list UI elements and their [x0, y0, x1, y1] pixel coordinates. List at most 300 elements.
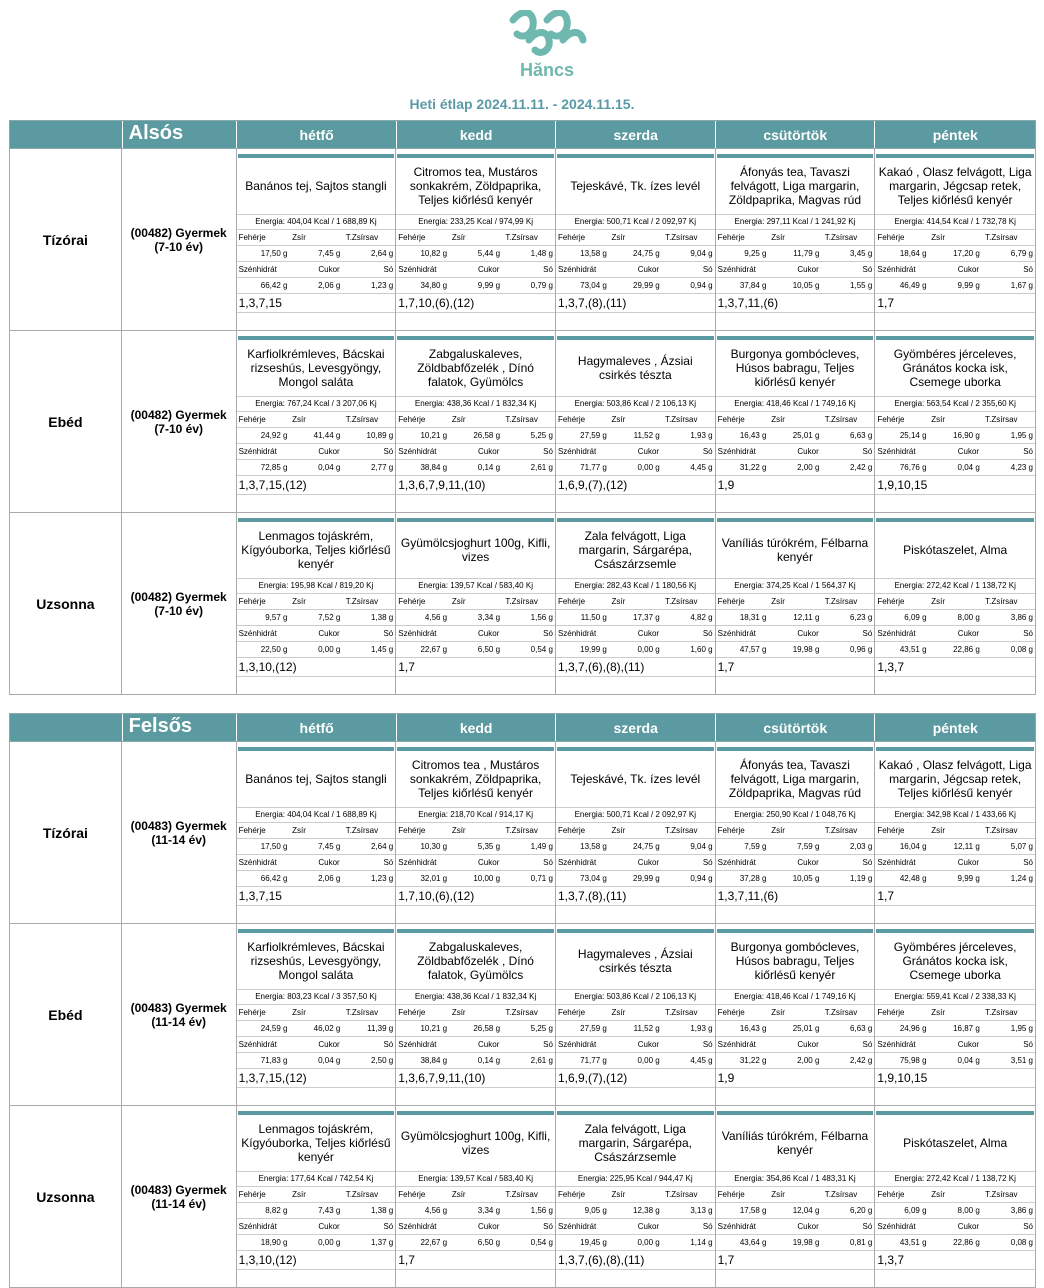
nutrient-labels-row: [237, 823, 396, 839]
fat-label: Zsír: [931, 1190, 945, 1199]
satfat-label: T.Zsírsav: [345, 1190, 379, 1199]
salt-label: Só: [1023, 265, 1033, 274]
dish-name: Lenmagos tojáskrém, Kígyóuborka, Teljes kiőrlésű kenyér: [237, 1115, 396, 1172]
salt-value: 0,54 g: [530, 1238, 553, 1247]
carb-value: 47,57 g: [739, 645, 767, 654]
carb-label: Szénhidrát: [877, 629, 916, 638]
nutrient-labels-row: [237, 594, 396, 610]
protein-value: 9,57 g: [265, 613, 288, 622]
satfat-label: T.Zsírsav: [985, 1008, 1018, 1017]
sugar-label: Cukor: [797, 1222, 819, 1231]
sugar-value: 2,06 g: [318, 281, 341, 290]
salt-value: 1,45 g: [370, 645, 394, 654]
nutrient-labels-row: [396, 230, 555, 246]
meal-label: Ebéd: [10, 924, 122, 1105]
group-label: (00483) Gyermek (11-14 év): [122, 1106, 237, 1287]
dish-name: Zabgaluskaleves, Zöldbabfőzelék , Dínó falatok, Gyümölcs: [396, 933, 555, 990]
sugar-label: Cukor: [957, 1040, 980, 1049]
day-header: szerda: [556, 121, 716, 148]
satfat-label: T.Zsírsav: [345, 597, 379, 606]
satfat-value: 3,86 g: [1010, 613, 1034, 622]
salt-value: 1,60 g: [690, 645, 713, 654]
salt-value: 2,61 g: [530, 1056, 553, 1065]
dish-name: Tejeskávé, Tk. ízes levél: [556, 751, 715, 808]
allergen-codes: 1,7: [875, 887, 1035, 906]
fat-value: 24,75 g: [633, 842, 660, 851]
sugar-value: 6,50 g: [477, 1238, 501, 1247]
carb-value: 38,84 g: [420, 463, 448, 472]
energy-value: Energia: 177,64 Kcal / 742,54 Kj: [237, 1172, 396, 1187]
dish-name: Banános tej, Sajtos stangli: [237, 158, 396, 215]
logo: [0, 0, 1044, 92]
group-label: (00482) Gyermek (7-10 év): [122, 331, 237, 512]
fat-value: 12,04 g: [792, 1206, 820, 1215]
allergen-codes: 1,7: [396, 658, 555, 677]
nutrient-values-row: [396, 871, 555, 887]
nutrient-values-row: [237, 642, 396, 658]
dish-name: Kakaó , Olasz felvágott, Liga margarin, Jégcsap retek, Teljes kiőrlésű kenyér: [875, 751, 1035, 808]
salt-label: Só: [702, 1222, 713, 1231]
nutrient-labels-row: [875, 1187, 1035, 1203]
dish-name: Gyömbéres jérceleves, Gránátos kocka isk, Csemege uborka: [875, 340, 1035, 397]
allergen-codes: 1,7,10,(6),(12): [396, 294, 555, 313]
nutrient-values-row: [237, 871, 396, 887]
protein-label: Fehérje: [877, 597, 905, 606]
fat-label: Zsír: [611, 233, 626, 242]
nutrient-labels-row: [237, 262, 396, 278]
menu-cell: [875, 1106, 1035, 1287]
menu-cell: [237, 742, 397, 923]
salt-label: Só: [1023, 629, 1033, 638]
carb-value: 46,49 g: [899, 281, 927, 290]
day-header: péntek: [932, 127, 978, 143]
salt-label: Só: [383, 1040, 394, 1049]
protein-label: Fehérje: [717, 233, 745, 242]
energy-value: Energia: 139,57 Kcal / 583,40 Kj: [396, 579, 555, 594]
nutrient-labels-row: [556, 262, 715, 278]
carb-label: Szénhidrát: [717, 447, 756, 456]
nutrient-values-row: [396, 246, 555, 262]
carb-value: 38,84 g: [420, 1056, 448, 1065]
protein-value: 6,09 g: [904, 1206, 927, 1215]
nutrient-values-row: [716, 1021, 875, 1037]
menu-cell: [396, 924, 556, 1105]
menu-cell: [396, 149, 556, 330]
day-header: kedd: [397, 714, 557, 741]
protein-value: 24,96 g: [899, 1024, 927, 1033]
nutrient-labels-row: [875, 262, 1035, 278]
sugar-value: 2,00 g: [797, 463, 820, 472]
fat-label: Zsír: [931, 1008, 945, 1017]
salt-value: 2,42 g: [850, 463, 873, 472]
salt-value: 0,54 g: [530, 645, 553, 654]
fat-label: Zsír: [451, 233, 466, 242]
salt-label: Só: [543, 1222, 553, 1231]
menu-cell: [716, 924, 876, 1105]
dish-name: Kakaó , Olasz felvágott, Liga margarin, Jégcsap retek, Teljes kiőrlésű kenyér: [875, 158, 1035, 215]
nutrient-labels-row: [396, 1005, 555, 1021]
nutrient-values-row: [556, 278, 715, 294]
fat-label: Zsír: [451, 826, 466, 835]
fat-value: 17,20 g: [953, 249, 980, 258]
group-label: (00482) Gyermek (7-10 év): [122, 513, 237, 694]
header-empty-cell: [10, 121, 123, 148]
salt-label: Só: [862, 265, 873, 274]
fat-label: Zsír: [292, 597, 306, 606]
protein-label: Fehérje: [877, 826, 905, 835]
protein-value: 6,09 g: [904, 613, 927, 622]
energy-value: Energia: 418,46 Kcal / 1 749,16 Kj: [716, 990, 875, 1005]
nutrient-values-row: [237, 428, 396, 444]
protein-value: 7,59 g: [744, 842, 767, 851]
nutrient-labels-row: [875, 412, 1035, 428]
satfat-value: 2,03 g: [850, 842, 873, 851]
dish-name: Piskótaszelet, Alma: [875, 1115, 1035, 1172]
carb-label: Szénhidrát: [557, 1040, 597, 1049]
meal-row: [9, 742, 1036, 924]
fat-label: Zsír: [292, 233, 306, 242]
protein-value: 8,82 g: [265, 1206, 288, 1215]
dish-name: Tejeskávé, Tk. ízes levél: [556, 158, 715, 215]
protein-value: 18,31 g: [739, 613, 767, 622]
sugar-value: 0,00 g: [318, 1238, 341, 1247]
satfat-label: T.Zsírsav: [665, 826, 698, 835]
protein-label: Fehérje: [557, 826, 586, 835]
nutrient-labels-row: [396, 262, 555, 278]
dish-name: Vaníliás túrókrém, Félbarna kenyér: [716, 1115, 875, 1172]
dish-name: Karfiolkrémleves, Bácskai rizseshús, Levesgyöngy, Mongol saláta: [237, 933, 396, 990]
meal-label: Tízórai: [10, 149, 122, 330]
energy-value: Energia: 500,71 Kcal / 2 092,97 Kj: [556, 808, 715, 823]
nutrient-values-row: [556, 642, 715, 658]
nutrient-labels-row: [396, 444, 555, 460]
menu-cell: [556, 513, 716, 694]
protein-label: Fehérje: [557, 1008, 586, 1017]
sugar-label: Cukor: [957, 629, 980, 638]
day-header: szerda: [556, 714, 716, 741]
energy-value: Energia: 767,24 Kcal / 3 207,06 Kj: [237, 397, 396, 412]
nutrient-values-row: [875, 1053, 1035, 1069]
nutrient-labels-row: [237, 626, 396, 642]
satfat-value: 1,49 g: [530, 842, 553, 851]
nutrient-values-row: [716, 1053, 875, 1069]
logo-icon: [507, 10, 587, 80]
protein-label: Fehérje: [398, 415, 426, 424]
allergen-codes: 1,3,7,11,(6): [716, 294, 875, 313]
menu-cell: [396, 513, 556, 694]
section-name: Felsős: [123, 714, 238, 741]
satfat-value: 2,64 g: [370, 842, 394, 851]
nutrient-labels-row: [716, 1005, 875, 1021]
allergen-codes: 1,3,6,7,9,11,(10): [396, 1069, 555, 1088]
allergen-codes: 1,3,10,(12): [237, 658, 396, 677]
energy-value: Energia: 803,23 Kcal / 3 357,50 Kj: [237, 990, 396, 1005]
protein-value: 9,05 g: [584, 1206, 607, 1215]
sugar-value: 22,86 g: [953, 645, 980, 654]
carb-label: Szénhidrát: [717, 1040, 756, 1049]
nutrient-values-row: [875, 610, 1035, 626]
menu-cell: [716, 513, 876, 694]
nutrient-values-row: [716, 610, 875, 626]
dish-name: Gyümölcsjoghurt 100g, Kifli, vizes: [396, 1115, 555, 1172]
nutrient-labels-row: [237, 1005, 396, 1021]
nutrient-values-row: [875, 460, 1035, 476]
energy-value: Energia: 374,25 Kcal / 1 564,37 Kj: [716, 579, 875, 594]
carb-value: 71,77 g: [580, 463, 607, 472]
fat-value: 3,34 g: [477, 613, 501, 622]
nutrient-values-row: [875, 642, 1035, 658]
protein-value: 24,92 g: [260, 431, 288, 440]
satfat-value: 10,89 g: [366, 431, 394, 440]
menu-cell: [237, 331, 397, 512]
nutrient-values-row: [237, 278, 396, 294]
nutrient-labels-row: [556, 444, 715, 460]
satfat-label: T.Zsírsav: [345, 233, 379, 242]
carb-value: 43,64 g: [739, 1238, 767, 1247]
sugar-value: 9,99 g: [957, 281, 980, 290]
sugar-value: 0,00 g: [637, 463, 660, 472]
sugar-value: 2,00 g: [797, 1056, 820, 1065]
protein-label: Fehérje: [238, 1008, 266, 1017]
energy-value: Energia: 272,42 Kcal / 1 138,72 Kj: [875, 579, 1035, 594]
salt-label: Só: [1023, 1040, 1033, 1049]
fat-label: Zsír: [611, 415, 626, 424]
nutrient-values-row: [556, 610, 715, 626]
day-header: csütörtök: [716, 121, 876, 148]
salt-label: Só: [702, 1040, 713, 1049]
carb-value: 43,51 g: [899, 1238, 927, 1247]
satfat-value: 6,63 g: [850, 431, 873, 440]
fat-value: 7,45 g: [318, 842, 341, 851]
nutrient-values-row: [556, 1053, 715, 1069]
sugar-label: Cukor: [637, 1222, 660, 1231]
protein-value: 10,82 g: [420, 249, 448, 258]
dish-name: Zabgaluskaleves, Zöldbabfőzelék , Dínó falatok, Gyümölcs: [396, 340, 555, 397]
meal-row: [9, 1106, 1036, 1288]
satfat-value: 9,04 g: [690, 249, 713, 258]
allergen-codes: 1,3,7,15: [237, 887, 396, 906]
salt-value: 4,45 g: [690, 1056, 713, 1065]
sugar-label: Cukor: [637, 447, 660, 456]
satfat-label: T.Zsírsav: [824, 415, 858, 424]
nutrient-values-row: [237, 246, 396, 262]
nutrient-labels-row: [237, 1187, 396, 1203]
protein-label: Fehérje: [557, 1190, 586, 1199]
salt-label: Só: [543, 265, 553, 274]
protein-value: 13,58 g: [580, 842, 607, 851]
section-header: [9, 120, 1036, 149]
dish-name: Burgonya gombócleves, Húsos babragu, Teljes kiőrlésű kenyér: [716, 933, 875, 990]
satfat-label: T.Zsírsav: [505, 415, 538, 424]
fat-label: Zsír: [451, 597, 466, 606]
carb-value: 32,01 g: [420, 874, 448, 883]
nutrient-labels-row: [556, 823, 715, 839]
nutrient-values-row: [716, 839, 875, 855]
nutrient-values-row: [237, 1021, 396, 1037]
sugar-value: 29,99 g: [633, 874, 660, 883]
carb-value: 72,85 g: [260, 463, 288, 472]
satfat-label: T.Zsírsav: [824, 597, 858, 606]
nutrient-values-row: [716, 642, 875, 658]
nutrient-values-row: [875, 246, 1035, 262]
carb-value: 37,84 g: [739, 281, 767, 290]
satfat-label: T.Zsírsav: [985, 826, 1018, 835]
fat-label: Zsír: [611, 1008, 626, 1017]
dish-name: Lenmagos tojáskrém, Kígyóuborka, Teljes kiőrlésű kenyér: [237, 522, 396, 579]
allergen-codes: 1,7: [396, 1251, 555, 1270]
satfat-label: T.Zsírsav: [665, 415, 698, 424]
sugar-value: 22,86 g: [953, 1238, 980, 1247]
salt-label: Só: [1023, 858, 1033, 867]
protein-label: Fehérje: [717, 1008, 745, 1017]
menu-cell: [556, 149, 716, 330]
energy-value: Energia: 218,70 Kcal / 914,17 Kj: [396, 808, 555, 823]
protein-value: 16,43 g: [739, 1024, 767, 1033]
carb-value: 66,42 g: [260, 281, 288, 290]
protein-value: 16,04 g: [899, 842, 927, 851]
satfat-label: T.Zsírsav: [824, 1008, 858, 1017]
menu-cell: [716, 149, 876, 330]
sugar-label: Cukor: [318, 447, 340, 456]
satfat-value: 11,39 g: [367, 1024, 394, 1033]
carb-label: Szénhidrát: [238, 447, 277, 456]
protein-value: 27,59 g: [580, 1024, 607, 1033]
carb-value: 66,42 g: [260, 874, 288, 883]
carb-value: 71,83 g: [260, 1056, 288, 1065]
energy-value: Energia: 342,98 Kcal / 1 433,66 Kj: [875, 808, 1035, 823]
satfat-value: 1,93 g: [690, 431, 713, 440]
allergen-codes: 1,6,9,(7),(12): [556, 476, 715, 495]
sugar-value: 9,99 g: [957, 874, 980, 883]
satfat-label: T.Zsírsav: [505, 1008, 538, 1017]
day-header: kedd: [397, 121, 557, 148]
energy-value: Energia: 272,42 Kcal / 1 138,72 Kj: [875, 1172, 1035, 1187]
nutrient-labels-row: [237, 412, 396, 428]
protein-label: Fehérje: [717, 415, 745, 424]
nutrient-labels-row: [237, 1219, 396, 1235]
salt-value: 1,23 g: [370, 874, 394, 883]
meal-label: Uzsonna: [10, 513, 122, 694]
nutrient-labels-row: [875, 1037, 1035, 1053]
sugar-value: 0,04 g: [957, 1056, 980, 1065]
nutrient-values-row: [716, 428, 875, 444]
nutrient-labels-row: [396, 823, 555, 839]
nutrient-values-row: [237, 839, 396, 855]
carb-label: Szénhidrát: [877, 858, 916, 867]
nutrient-values-row: [237, 1203, 396, 1219]
satfat-value: 2,64 g: [370, 249, 394, 258]
salt-label: Só: [1023, 1222, 1033, 1231]
carb-label: Szénhidrát: [877, 1040, 916, 1049]
menu-cell: [237, 149, 397, 330]
sugar-label: Cukor: [478, 858, 500, 867]
nutrient-values-row: [716, 460, 875, 476]
energy-value: Energia: 438,36 Kcal / 1 832,34 Kj: [396, 990, 555, 1005]
protein-value: 17,50 g: [260, 842, 288, 851]
nutrient-labels-row: [396, 1187, 555, 1203]
fat-value: 7,45 g: [318, 249, 341, 258]
energy-value: Energia: 225,95 Kcal / 944,47 Kj: [556, 1172, 715, 1187]
menu-cell: [556, 924, 716, 1105]
salt-label: Só: [383, 265, 394, 274]
nutrient-labels-row: [716, 626, 875, 642]
sugar-value: 0,00 g: [318, 645, 341, 654]
section-spacer: [9, 695, 1036, 713]
sugar-value: 10,05 g: [792, 874, 820, 883]
salt-value: 0,79 g: [530, 281, 553, 290]
nutrient-labels-row: [556, 855, 715, 871]
fat-value: 8,00 g: [957, 613, 980, 622]
nutrient-values-row: [875, 1203, 1035, 1219]
satfat-label: T.Zsírsav: [345, 415, 379, 424]
fat-label: Zsír: [931, 597, 945, 606]
satfat-label: T.Zsírsav: [985, 233, 1018, 242]
fat-value: 41,44 g: [313, 431, 341, 440]
fat-label: Zsír: [292, 1190, 306, 1199]
menu-cell: [875, 924, 1035, 1105]
salt-label: Só: [862, 629, 873, 638]
carb-label: Szénhidrát: [717, 629, 756, 638]
carb-label: Szénhidrát: [557, 265, 597, 274]
nutrient-labels-row: [875, 626, 1035, 642]
satfat-label: T.Zsírsav: [345, 1008, 379, 1017]
allergen-codes: 1,3,7: [875, 658, 1035, 677]
satfat-value: 5,25 g: [530, 1024, 553, 1033]
carb-label: Szénhidrát: [717, 1222, 756, 1231]
sugar-value: 0,04 g: [318, 463, 341, 472]
nutrient-labels-row: [556, 626, 715, 642]
satfat-label: T.Zsírsav: [665, 1008, 698, 1017]
dish-name: Banános tej, Sajtos stangli: [237, 751, 396, 808]
nutrient-values-row: [716, 1203, 875, 1219]
salt-value: 0,08 g: [1010, 1238, 1034, 1247]
dish-name: Zala felvágott, Liga margarin, Sárgarépa, Császárzsemle: [556, 522, 715, 579]
sugar-label: Cukor: [797, 265, 819, 274]
fat-value: 7,43 g: [318, 1206, 341, 1215]
satfat-label: T.Zsírsav: [505, 826, 538, 835]
nutrient-labels-row: [716, 412, 875, 428]
satfat-value: 4,82 g: [690, 613, 713, 622]
carb-label: Szénhidrát: [238, 1040, 277, 1049]
satfat-value: 1,95 g: [1010, 1024, 1034, 1033]
fat-label: Zsír: [771, 1008, 785, 1017]
section-header: [9, 713, 1036, 742]
fat-value: 11,79 g: [793, 249, 820, 258]
nutrient-labels-row: [875, 823, 1035, 839]
allergen-codes: 1,3,7,(6),(8),(11): [556, 658, 715, 677]
fat-label: Zsír: [611, 597, 626, 606]
fat-value: 16,87 g: [953, 1024, 980, 1033]
carb-value: 18,90 g: [260, 1238, 288, 1247]
nutrient-values-row: [556, 428, 715, 444]
satfat-value: 5,25 g: [530, 431, 553, 440]
carb-label: Szénhidrát: [398, 1222, 437, 1231]
satfat-label: T.Zsírsav: [505, 233, 538, 242]
fat-label: Zsír: [611, 1190, 626, 1199]
satfat-value: 6,63 g: [850, 1024, 873, 1033]
nutrient-values-row: [396, 1203, 555, 1219]
energy-value: Energia: 282,43 Kcal / 1 180,56 Kj: [556, 579, 715, 594]
menu-cell: [396, 1106, 556, 1287]
menu-section: [9, 713, 1036, 1288]
nutrient-labels-row: [396, 412, 555, 428]
carb-value: 22,67 g: [420, 645, 448, 654]
fat-label: Zsír: [292, 826, 306, 835]
carb-label: Szénhidrát: [877, 265, 916, 274]
fat-value: 3,34 g: [477, 1206, 501, 1215]
nutrient-labels-row: [556, 1005, 715, 1021]
protein-value: 10,21 g: [420, 1024, 448, 1033]
